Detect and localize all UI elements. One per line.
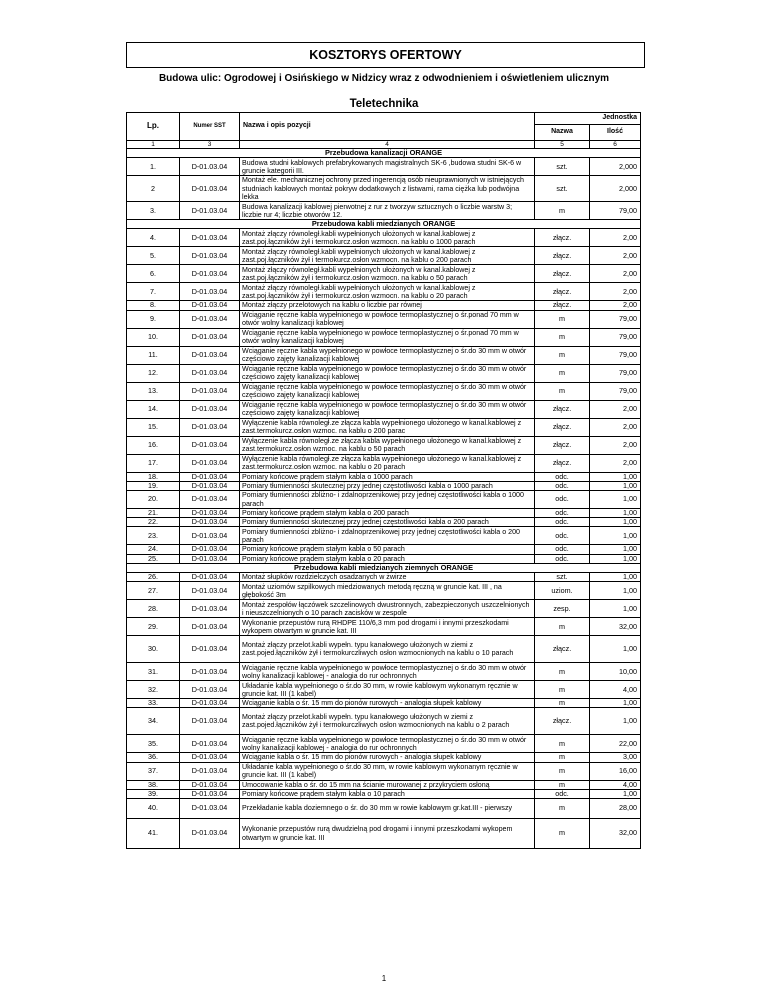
cell-description: Wciąganie ręczne kabla wypełnionego w powłoce termoplastycznej o śr.do 30 mm w otwór częściowo zajęty kanalizacji kablowej: [240, 400, 535, 418]
section-header-row: [127, 563, 641, 572]
cell-description: Montaż zespołów łączówek szczelinowych dwustronnych, zabezpieczonych uszczelnionych i nieuszczelnionych o 10 parach zacisków w zespole: [240, 600, 535, 618]
document-subtitle: Budowa ulic: Ogrodowej i Osińskiego w Nidzicy wraz z odwodnieniem i oświetleniem ulicznym: [158, 73, 610, 84]
cell-description: Wykonanie przepustów rurą dwudzielną pod drogami i innymi przeszkodami wykopem otwartym w gruncie kat. III: [240, 819, 535, 849]
cell-unit: odc.: [535, 789, 590, 798]
cell-description: Wciąganie ręczne kabla wypełnionego w powłoce termoplastycznej o śr.do 30 mm w otwór częściowo zajęty kanalizacji kablowej: [240, 364, 535, 382]
cell-description: Wyłączenie kabla równoległ.ze złącza kabla wypełnionego ułożonego w kanal.kablowej z zast.termokurcz.osłon wzmoc. na kablu o 50 parach: [240, 436, 535, 454]
table-row: [127, 789, 641, 798]
table-row: [127, 762, 641, 780]
cell-description: Wciąganie ręczne kabla wypełnionego w powłoce termoplastycznej o śr.do 30 mm w otwór częściowo zajęty kanalizacji kablowej: [240, 346, 535, 364]
cell-description: Pomiary tłumienności zbliżno- i zdalnoprzenikowej przy jednej częstotliwości kabla o 200 parach: [240, 527, 535, 545]
cell-sst: D-01.03.04: [180, 202, 240, 220]
table-row: [127, 229, 641, 247]
cell-sst: D-01.03.04: [180, 663, 240, 681]
cell-sst: D-01.03.04: [180, 582, 240, 600]
cell-unit: złącz.: [535, 247, 590, 265]
cell-lp: 39.: [127, 789, 180, 798]
cell-sst: D-01.03.04: [180, 753, 240, 762]
header-unit-group: Jednostka: [535, 113, 641, 125]
table-row: [127, 573, 641, 582]
cell-sst: D-01.03.04: [180, 681, 240, 699]
cell-description: Montaż złączy przelotowych na kablu o liczbie par równej: [240, 301, 535, 310]
cell-unit: uziom.: [535, 582, 590, 600]
cell-description: Pomiary tłumienności skutecznej przy jednej częstotliwości kabla o 1000 parach: [240, 481, 535, 490]
cell-sst: D-01.03.04: [180, 310, 240, 328]
cell-unit: złącz.: [535, 418, 590, 436]
section-header: Przebudowa kabli miedzianych ORANGE: [127, 220, 641, 229]
section-header-row: [127, 149, 641, 158]
cell-unit: złącz.: [535, 636, 590, 663]
cell-unit: odc.: [535, 491, 590, 509]
page-number: 1: [381, 974, 387, 983]
table-row: [127, 472, 641, 481]
cell-lp: 29.: [127, 618, 180, 636]
cell-quantity: 1,00: [590, 527, 641, 545]
table-row: [127, 481, 641, 490]
cell-description: Montaż ele. mechanicznej ochrony przed ingerencją osób nieuprawnionych w istniejących studniach kablowych montaż pokryw dodatkowych z listwami, rama ciężka lub podwójna lekka: [240, 176, 535, 202]
cell-unit: złącz.: [535, 454, 590, 472]
cell-lp: 15.: [127, 418, 180, 436]
table-row: [127, 545, 641, 554]
cell-unit: odc.: [535, 472, 590, 481]
cell-lp: 11.: [127, 346, 180, 364]
cell-quantity: 1,00: [590, 600, 641, 618]
table-row: [127, 527, 641, 545]
cell-sst: D-01.03.04: [180, 436, 240, 454]
cell-lp: 35.: [127, 735, 180, 753]
cell-lp: 22.: [127, 518, 180, 527]
cell-description: Wyłączenie kabla równoległ.ze złącza kabla wypełnionego ułożonego w kanal.kablowej z zast.termokurcz.osłon wzmoc. na kablu o 20 parach: [240, 454, 535, 472]
cell-sst: D-01.03.04: [180, 799, 240, 819]
cell-quantity: 2,00: [590, 229, 641, 247]
section-header: Przebudowa kabli miedzianych ziemnych ORANGE: [127, 563, 641, 572]
table-row: [127, 799, 641, 819]
cell-description: Wciąganie ręczne kabla wypełnionego w powłoce termoplastycznej o śr.do 30 mm w otwór częściowo zajęty kanalizacji kablowej: [240, 382, 535, 400]
cell-description: Budowa studni kablowych prefabrykowanych magistralnych SK-6 ,budowa studni SK-6 w gruncie kategorii III.: [240, 158, 535, 176]
cell-lp: 40.: [127, 799, 180, 819]
cell-lp: 24.: [127, 545, 180, 554]
cell-quantity: 1,00: [590, 789, 641, 798]
table-row: [127, 491, 641, 509]
cell-lp: 1.: [127, 158, 180, 176]
cell-lp: 14.: [127, 400, 180, 418]
cell-lp: 33.: [127, 699, 180, 708]
cell-description: Montaż złączy równoległ.kabli wypełnionych ułożonych w kanal.kablowej z zast.poj.łączników żył i termokurcz.osłon wzmocn. na kablu o 50 parach: [240, 265, 535, 283]
cell-quantity: 2,00: [590, 454, 641, 472]
cell-lp: 10.: [127, 328, 180, 346]
cell-description: Pomiary końcowe prądem stałym kabla o 10 parach: [240, 789, 535, 798]
cell-sst: D-01.03.04: [180, 618, 240, 636]
table-row: [127, 346, 641, 364]
cell-lp: 38.: [127, 780, 180, 789]
cell-quantity: 1,00: [590, 708, 641, 735]
cell-sst: D-01.03.04: [180, 158, 240, 176]
table-row: [127, 176, 641, 202]
cell-quantity: 1,00: [590, 636, 641, 663]
table-row: [127, 780, 641, 789]
cell-sst: D-01.03.04: [180, 265, 240, 283]
cell-quantity: 2,00: [590, 418, 641, 436]
table-body: [127, 113, 641, 849]
cell-unit: m: [535, 364, 590, 382]
cell-unit: odc.: [535, 554, 590, 563]
cell-lp: 3.: [127, 202, 180, 220]
table-row: [127, 600, 641, 618]
cell-quantity: 79,00: [590, 328, 641, 346]
table-row: [127, 283, 641, 301]
cell-quantity: 3,00: [590, 753, 641, 762]
cell-quantity: 22,00: [590, 735, 641, 753]
colnum-3: 3: [180, 141, 240, 149]
cell-sst: D-01.03.04: [180, 518, 240, 527]
cell-sst: D-01.03.04: [180, 708, 240, 735]
table-row: [127, 663, 641, 681]
cell-quantity: 79,00: [590, 346, 641, 364]
cell-lp: 31.: [127, 663, 180, 681]
table-row: [127, 681, 641, 699]
table-row: [127, 708, 641, 735]
cell-unit: szt.: [535, 158, 590, 176]
cell-unit: złącz.: [535, 301, 590, 310]
table-row: [127, 819, 641, 849]
cell-unit: odc.: [535, 527, 590, 545]
cell-unit: złącz.: [535, 283, 590, 301]
table-row: [127, 382, 641, 400]
cell-quantity: 2,00: [590, 283, 641, 301]
header-unit: Nazwa: [535, 125, 590, 141]
cell-lp: 19.: [127, 481, 180, 490]
header-quantity: Ilość: [590, 125, 641, 141]
cell-sst: D-01.03.04: [180, 780, 240, 789]
cell-quantity: 1,00: [590, 699, 641, 708]
cell-lp: 13.: [127, 382, 180, 400]
cell-lp: 4.: [127, 229, 180, 247]
cell-description: Wciąganie kabla o śr. 15 mm do pionów rurowych - analogia słupek kablowy: [240, 753, 535, 762]
cell-description: Wciąganie ręczne kabla wypełnionego w powłoce termoplastycznej o śr.do 30 mm w otwór wolny kanalizacji kablowej - analogia do rur ochronnych: [240, 735, 535, 753]
cell-description: Pomiary końcowe prądem stałym kabla o 20 parach: [240, 554, 535, 563]
cell-description: Montaż złączy równoległ.kabli wypełnionych ułożonych w kanal.kablowej z zast.poj.łączników żył i termokurcz.osłon wzmocn. na kablu o 20 parach: [240, 283, 535, 301]
cell-unit: odc.: [535, 545, 590, 554]
cell-sst: D-01.03.04: [180, 819, 240, 849]
cell-unit: zesp.: [535, 600, 590, 618]
cell-lp: 16.: [127, 436, 180, 454]
cell-lp: 23.: [127, 527, 180, 545]
document-title: KOSZTORYS OFERTOWY: [126, 42, 645, 68]
cell-lp: 41.: [127, 819, 180, 849]
cell-quantity: 79,00: [590, 310, 641, 328]
cell-description: Przekładanie kabla doziemnego o śr. do 30 mm w rowie kablowym gr.kat.III - pierwszy: [240, 799, 535, 819]
cell-quantity: 10,00: [590, 663, 641, 681]
cell-unit: m: [535, 663, 590, 681]
cell-lp: 6.: [127, 265, 180, 283]
cell-description: Montaż złączy równoległ.kabli wypełnionych ułożonych w kanal.kablowej z zast.poj.łączników żył i termokurcz.osłon wzmocn. na kablu o 1000 parach: [240, 229, 535, 247]
cell-sst: D-01.03.04: [180, 247, 240, 265]
table-row: [127, 247, 641, 265]
cell-quantity: 1,00: [590, 491, 641, 509]
cell-lp: 32.: [127, 681, 180, 699]
cell-description: Wciąganie ręczne kabla wypełnionego w powłoce termoplastycznej o śr.ponad 70 mm w otwór wolny kanalizacji kablowej: [240, 328, 535, 346]
cell-quantity: 1,00: [590, 545, 641, 554]
cell-sst: D-01.03.04: [180, 364, 240, 382]
cell-sst: D-01.03.04: [180, 346, 240, 364]
cell-sst: D-01.03.04: [180, 418, 240, 436]
cell-quantity: 2,00: [590, 247, 641, 265]
table-row: [127, 454, 641, 472]
cell-sst: D-01.03.04: [180, 491, 240, 509]
table-row: [127, 418, 641, 436]
cell-lp: 28.: [127, 600, 180, 618]
table-row: [127, 735, 641, 753]
cell-quantity: 2,000: [590, 158, 641, 176]
table-row: [127, 158, 641, 176]
cell-sst: D-01.03.04: [180, 472, 240, 481]
cell-lp: 30.: [127, 636, 180, 663]
table-row: [127, 265, 641, 283]
cell-lp: 7.: [127, 283, 180, 301]
table-row: [127, 753, 641, 762]
cell-unit: złącz.: [535, 229, 590, 247]
cell-quantity: 2,00: [590, 265, 641, 283]
cell-lp: 21.: [127, 509, 180, 518]
cell-sst: D-01.03.04: [180, 545, 240, 554]
cell-sst: D-01.03.04: [180, 283, 240, 301]
cell-quantity: 32,00: [590, 819, 641, 849]
cell-sst: D-01.03.04: [180, 454, 240, 472]
cell-description: Budowa kanalizacji kablowej pierwotnej z rur z tworzyw sztucznych o liczbie warstw 3; liczbie rur 4; liczbie otworów 12.: [240, 202, 535, 220]
cell-quantity: 1,00: [590, 573, 641, 582]
header-sst: Numer SST: [180, 113, 240, 141]
cell-description: Montaż złączy przelot.kabli wypełn. typu kanałowego ułożonych w ziemi z zast.pojed.łączników żył i termokurczliwych osłon wzmocnionych na kablu o 10 parach: [240, 636, 535, 663]
cell-lp: 2: [127, 176, 180, 202]
cell-unit: m: [535, 762, 590, 780]
colnum-5: 5: [535, 141, 590, 149]
cell-lp: 12.: [127, 364, 180, 382]
cell-unit: m: [535, 699, 590, 708]
cell-description: Pomiary końcowe prądem stałym kabla o 200 parach: [240, 509, 535, 518]
cell-description: Wciąganie kabla o śr. 15 mm do pionów rurowych - analogia słupek kablowy: [240, 699, 535, 708]
cell-quantity: 79,00: [590, 382, 641, 400]
colnum-6: 6: [590, 141, 641, 149]
cell-unit: złącz.: [535, 708, 590, 735]
cell-unit: m: [535, 618, 590, 636]
cell-quantity: 2,00: [590, 436, 641, 454]
cell-quantity: 2,000: [590, 176, 641, 202]
cell-sst: D-01.03.04: [180, 573, 240, 582]
cell-sst: D-01.03.04: [180, 636, 240, 663]
table-row: [127, 699, 641, 708]
cell-sst: D-01.03.04: [180, 400, 240, 418]
cell-unit: odc.: [535, 518, 590, 527]
table-row: [127, 202, 641, 220]
cell-unit: m: [535, 780, 590, 789]
colnum-1: 1: [127, 141, 180, 149]
cell-lp: 25.: [127, 554, 180, 563]
cell-sst: D-01.03.04: [180, 481, 240, 490]
cell-sst: D-01.03.04: [180, 600, 240, 618]
cell-quantity: 1,00: [590, 518, 641, 527]
cell-unit: m: [535, 681, 590, 699]
cell-quantity: 28,00: [590, 799, 641, 819]
cell-description: Wciąganie ręczne kabla wypełnionego w powłoce termoplastycznej o śr.do 30 mm w otwór wolny kanalizacji kablowej - analogia do rur ochronnych: [240, 663, 535, 681]
cell-lp: 34.: [127, 708, 180, 735]
table-row: [127, 582, 641, 600]
cell-unit: m: [535, 799, 590, 819]
cost-estimate-table: [126, 112, 641, 849]
cell-sst: D-01.03.04: [180, 527, 240, 545]
cell-description: Montaż uziomów szpilkowych miedziowanych metodą ręczną w gruncie kat. III , na głębokość 3m: [240, 582, 535, 600]
cell-sst: D-01.03.04: [180, 699, 240, 708]
table-row: [127, 310, 641, 328]
cell-sst: D-01.03.04: [180, 554, 240, 563]
cell-description: Wykonanie przepustów rurą RHDPE 110/6,3 mm pod drogami i innymi przeszkodami wykopem otwartym w gruncie kat. III: [240, 618, 535, 636]
cell-lp: 8.: [127, 301, 180, 310]
table-row: [127, 400, 641, 418]
cell-lp: 27.: [127, 582, 180, 600]
table-row: [127, 364, 641, 382]
cell-sst: D-01.03.04: [180, 762, 240, 780]
cell-sst: D-01.03.04: [180, 382, 240, 400]
table-row: [127, 509, 641, 518]
table-row: [127, 328, 641, 346]
cell-unit: odc.: [535, 509, 590, 518]
cell-description: Pomiary końcowe prądem stałym kabla o 1000 parach: [240, 472, 535, 481]
cell-quantity: 1,00: [590, 582, 641, 600]
cell-unit: m: [535, 328, 590, 346]
cell-description: Wyłączenie kabla równoległ.ze złącza kabla wypełnionego ułożonego w kanal.kablowej z zast.termokurcz.osłon wzmoc. na kablu o 200 parac: [240, 418, 535, 436]
cell-sst: D-01.03.04: [180, 328, 240, 346]
cell-lp: 17.: [127, 454, 180, 472]
cell-quantity: 1,00: [590, 509, 641, 518]
cell-quantity: 79,00: [590, 364, 641, 382]
section-header: Przebudowa kanalizacji ORANGE: [127, 149, 641, 158]
cell-sst: D-01.03.04: [180, 229, 240, 247]
cell-lp: 5.: [127, 247, 180, 265]
cell-description: Umocowanie kabla o śr. do 15 mm na ścianie murowanej z przykryciem osłoną: [240, 780, 535, 789]
cell-quantity: 1,00: [590, 554, 641, 563]
cell-unit: m: [535, 753, 590, 762]
cell-description: Montaż złączy równoległ.kabli wypełnionych ułożonych w kanal.kablowej z zast.poj.łączników żył i termokurcz.osłon wzmocn. na kablu o 200 parach: [240, 247, 535, 265]
cell-description: Pomiary tłumienności skutecznej przy jednej częstotliwości kabla o 200 parach: [240, 518, 535, 527]
table-row: [127, 636, 641, 663]
cell-description: Układanie kabla wypełnionego o śr.do 30 mm, w rowie kablowym wykonanym ręcznie w gruncie kat. III (1 kabel): [240, 762, 535, 780]
cell-unit: szt.: [535, 573, 590, 582]
cell-lp: 20.: [127, 491, 180, 509]
cell-quantity: 4,00: [590, 681, 641, 699]
cell-description: Montaż złączy przelot.kabli wypełn. typu kanałowego ułożonych w ziemi z zast.pojed.łączników żył i termokurczliwych osłon wzmocnionych na kablu o 2 parach: [240, 708, 535, 735]
cell-description: Pomiary tłumienności zbliżno- i zdalnoprzenikowej przy jednej częstotliwości kabla o 1000 parach: [240, 491, 535, 509]
cell-description: Montaż słupków rozdzielczych osadzanych w żwirze: [240, 573, 535, 582]
cell-unit: odc.: [535, 481, 590, 490]
cell-description: Pomiary końcowe prądem stałym kabla o 50 parach: [240, 545, 535, 554]
table-row: [127, 618, 641, 636]
cell-sst: D-01.03.04: [180, 789, 240, 798]
cell-description: Wciąganie ręczne kabla wypełnionego w powłoce termoplastycznej o śr.ponad 70 mm w otwór wolny kanalizacji kablowej: [240, 310, 535, 328]
cell-quantity: 1,00: [590, 472, 641, 481]
cell-unit: m: [535, 819, 590, 849]
colnum-4: 4: [240, 141, 535, 149]
cell-quantity: 16,00: [590, 762, 641, 780]
cell-unit: złącz.: [535, 265, 590, 283]
cell-unit: m: [535, 202, 590, 220]
cell-unit: złącz.: [535, 436, 590, 454]
section-title: Teletechnika: [349, 98, 419, 110]
table-row: [127, 518, 641, 527]
cell-sst: D-01.03.04: [180, 735, 240, 753]
cell-sst: D-01.03.04: [180, 176, 240, 202]
header-lp: Lp.: [127, 113, 180, 141]
cell-lp: 36.: [127, 753, 180, 762]
cell-quantity: 2,00: [590, 400, 641, 418]
cell-lp: 37.: [127, 762, 180, 780]
cell-unit: szt.: [535, 176, 590, 202]
table-row: [127, 554, 641, 563]
cell-lp: 26.: [127, 573, 180, 582]
cell-unit: m: [535, 735, 590, 753]
cell-lp: 9.: [127, 310, 180, 328]
section-header-row: [127, 220, 641, 229]
cell-quantity: 2,00: [590, 301, 641, 310]
cell-quantity: 4,00: [590, 780, 641, 789]
cell-sst: D-01.03.04: [180, 509, 240, 518]
cell-quantity: 1,00: [590, 481, 641, 490]
cell-unit: m: [535, 346, 590, 364]
cell-quantity: 32,00: [590, 618, 641, 636]
cell-quantity: 79,00: [590, 202, 641, 220]
header-description: Nazwa i opis pozycji: [240, 113, 535, 141]
cell-unit: m: [535, 382, 590, 400]
cell-unit: złącz.: [535, 400, 590, 418]
cell-unit: m: [535, 310, 590, 328]
cell-sst: D-01.03.04: [180, 301, 240, 310]
cell-description: Układanie kabla wypełnionego o śr.do 30 mm, w rowie kablowym wykonanym ręcznie w gruncie kat. III (1 kabel): [240, 681, 535, 699]
table-row: [127, 436, 641, 454]
cell-lp: 18.: [127, 472, 180, 481]
table-row: [127, 301, 641, 310]
